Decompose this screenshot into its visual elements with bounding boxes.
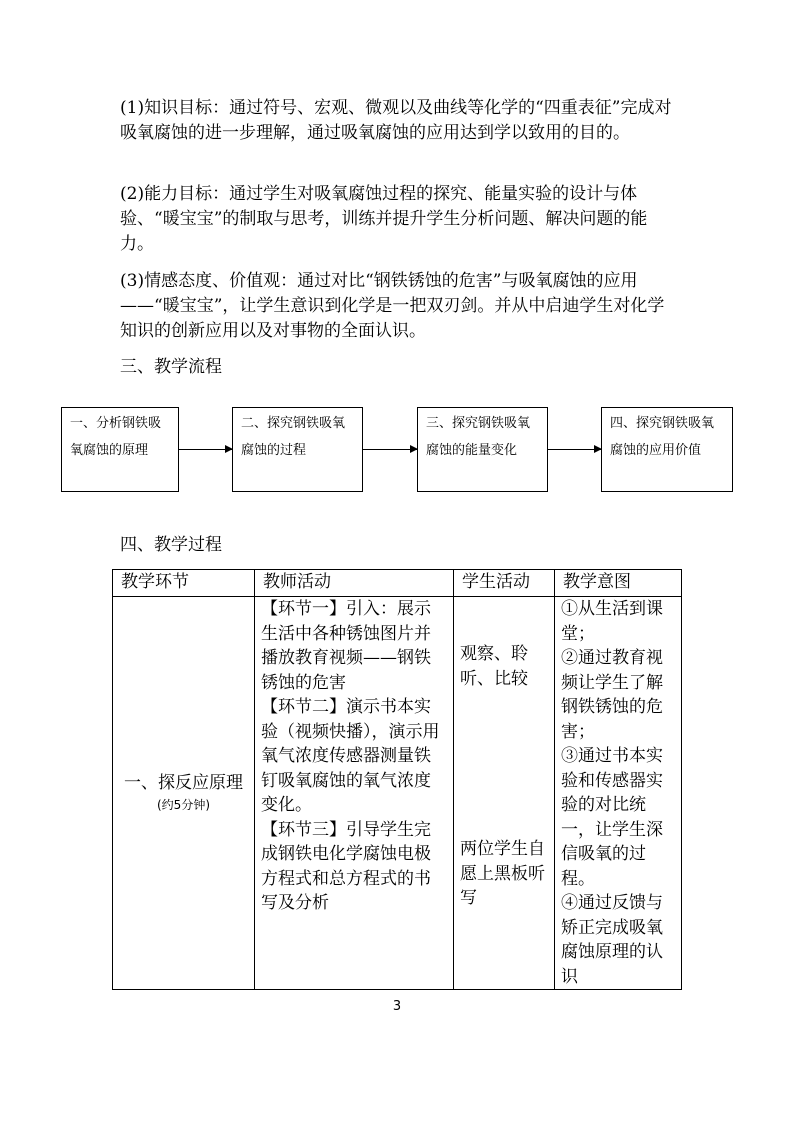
stage-name: 一、探反应原理	[124, 773, 243, 793]
header-teacher: 教师活动	[255, 570, 454, 597]
table-row	[113, 597, 682, 990]
flow-arrow-2	[363, 449, 417, 450]
header-intent: 教学意图	[555, 570, 682, 597]
flow-step-4: 四、探究钢铁吸氧腐蚀的应用价值	[601, 407, 733, 492]
flow-arrow-1	[179, 449, 232, 450]
flow-step-2: 二、探究钢铁吸氧腐蚀的过程	[232, 407, 363, 492]
section-heading-process: 四、教学过程	[120, 535, 222, 555]
objective-ability: (2)能力目标：通过学生对吸氧腐蚀过程的探究、能量实验的设计与体验、“暖宝宝”的制取与思考，训练并提升学生分析问题、解决问题的能力。	[120, 184, 648, 254]
objective-knowledge: (1)知识目标：通过符号、宏观、微观以及曲线等化学的“四重表征”完成对吸氧腐蚀的进一步理解，通过吸氧腐蚀的应用达到学以致用的目的。	[120, 98, 672, 143]
page-number: 3	[392, 999, 402, 1014]
flow-step-1: 一、分析钢铁吸氧腐蚀的原理	[61, 407, 179, 492]
teacher-activity: 【环节一】引入：展示生活中各种锈蚀图片并播放教育视频——钢铁锈蚀的危害 【环节二】演示书本实验（视频快播），演示用氧气浓度传感器测量铁钉吸氧腐蚀的氧气浓度变化。 【环节三】引导学生完成钢铁电化学腐蚀电极方程式和总方程式的书写及分析	[261, 599, 440, 913]
teaching-intent-cell	[555, 597, 682, 990]
stage-cell	[113, 597, 255, 990]
student-activity-observe: 观察、聆听、比较	[460, 644, 528, 689]
header-stage: 教学环节	[113, 570, 255, 597]
teaching-intent: ①从生活到课堂； ②通过教育视频让学生了解钢铁锈蚀的危害； ③通过书本实验和传感器实验的对比统一，让学生深信吸氧的过程。 ④通过反馈与矫正完成吸氧腐蚀原理的认识	[561, 599, 663, 987]
header-student: 学生活动	[454, 570, 555, 597]
table-header-row	[113, 570, 682, 597]
stage-time: (约5分钟)	[157, 798, 210, 812]
teacher-activity-cell	[255, 597, 454, 990]
section-heading-flow: 三、教学流程	[120, 357, 222, 377]
flow-step-3: 三、探究钢铁吸氧腐蚀的能量变化	[417, 407, 548, 492]
student-activity-cell	[454, 597, 555, 990]
flow-arrow-3	[548, 449, 601, 450]
teaching-process-table	[112, 569, 682, 990]
objective-emotion: (3)情感态度、价值观：通过对比“钢铁锈蚀的危害”与吸氧腐蚀的应用——“暖宝宝”，让学生意识到化学是一把双刃剑。并从中启迪学生对化学知识的创新应用以及对事物的全面认识。	[120, 271, 665, 341]
student-activity-dictation: 两位学生自愿上黑板听写	[460, 839, 545, 908]
